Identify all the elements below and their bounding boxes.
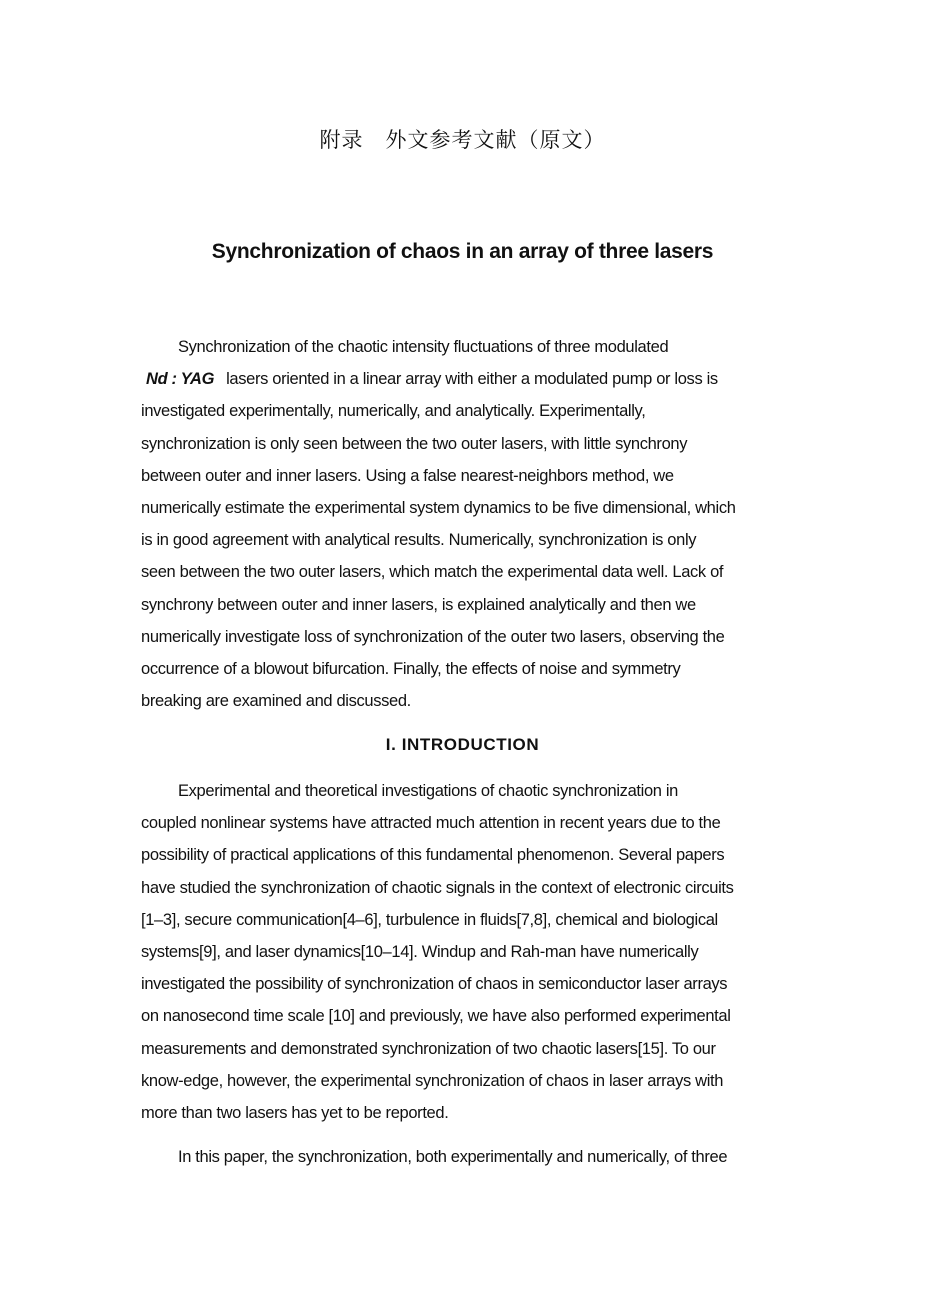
introduction-paragraph-1 (141, 775, 791, 1129)
paragraph-line: measurements and demonstrated synchronization of two chaotic lasers[15]. To our (141, 1039, 716, 1058)
math-expression: Nd : YAG (146, 370, 215, 389)
abstract-line: is in good agreement with analytical results. Numerically, synchronization is only (141, 531, 697, 550)
abstract-line: numerically investigate loss of synchronization of the outer two lasers, observing the (141, 627, 725, 646)
abstract-line: synchronization is only seen between the two outer lasers, with little synchrony (141, 434, 688, 453)
abstract-line: occurrence of a blowout bifurcation. Finally, the effects of noise and symmetry (141, 660, 681, 679)
paragraph-line: on nanosecond time scale [10] and previously, we have also performed experimental (141, 1007, 731, 1026)
paragraph-line: more than two lasers has yet to be reported. (141, 1104, 449, 1123)
abstract-line: synchrony between outer and inner lasers, is explained analytically and then we (141, 595, 696, 614)
paragraph-line: Experimental and theoretical investigations of chaotic synchronization in (178, 782, 678, 800)
paragraph-line: know-edge, however, the experimental synchronization of chaos in laser arrays with (141, 1071, 724, 1090)
paragraph-line: investigated the possibility of synchronization of chaos in semiconductor laser arrays (141, 975, 728, 994)
abstract-paragraph (141, 331, 791, 717)
abstract-line: Synchronization of the chaotic intensity fluctuations of three modulated (178, 338, 669, 356)
appendix-title: 附录 外文参考文献（原文） (319, 128, 606, 152)
abstract-line-text: lasers oriented in a linear array with either a modulated pump or loss is (226, 370, 718, 389)
abstract-line: breaking are examined and discussed. (141, 692, 411, 711)
section-heading-introduction: I. INTRODUCTION (385, 735, 540, 754)
abstract-line (141, 363, 791, 395)
paper-title: Synchronization of chaos in an array of three lasers (211, 240, 714, 263)
paragraph-line: In this paper, the synchronization, both experimentally and numerically, of three (178, 1148, 728, 1166)
paragraph-line: coupled nonlinear systems have attracted much attention in recent years due to the (141, 814, 721, 833)
abstract-line: investigated experimentally, numerically, and analytically. Experimentally, (141, 402, 646, 421)
abstract-line: numerically estimate the experimental system dynamics to be five dimensional, which (141, 499, 736, 518)
introduction-paragraph-2 (141, 1141, 791, 1173)
paragraph-line: systems[9], and laser dynamics[10–14]. Windup and Rah-man have numerically (141, 943, 699, 962)
abstract-line: seen between the two outer lasers, which match the experimental data well. Lack of (141, 563, 724, 582)
paragraph-line: possibility of practical applications of this fundamental phenomenon. Several papers (141, 846, 725, 865)
paragraph-line: [1–3], secure communication[4–6], turbulence in fluids[7,8], chemical and biological (141, 910, 718, 929)
abstract-line: between outer and inner lasers. Using a false nearest-neighbors method, we (141, 466, 674, 485)
paragraph-line: have studied the synchronization of chaotic signals in the context of electronic circuits (141, 878, 734, 897)
